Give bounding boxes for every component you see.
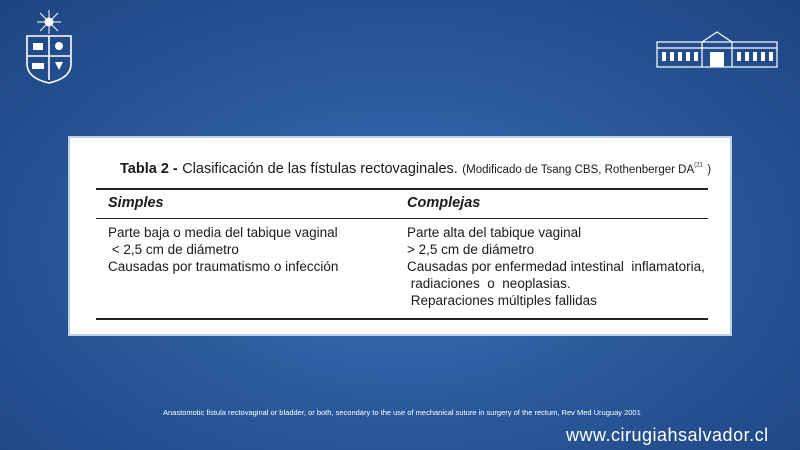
column-header-complejas: Complejas [407,195,481,211]
table-caption [120,160,711,178]
caption-label: Tabla 2 - [120,161,178,177]
complejas-cell: Reparaciones múltiples fallidas [407,293,597,308]
simples-cell: Causadas por traumatismo o infección [108,259,339,274]
caption-close: ) [707,164,712,176]
classification-table-card [68,136,732,336]
website-url: www.cirugiahsalvador.cl [566,425,769,445]
complejas-cell: radiaciones o neoplasias. [407,276,571,291]
reference-footnote: Anastomotic fistula rectovaginal or bladder, or both, secondary to the use of mechanical suture in surgery of the rectum, Rev Med Uruguay 2001 [163,408,641,417]
complejas-cell: Causadas por enfermedad intestinal inflamatoria, [407,259,705,274]
simples-cell: Parte baja o media del tabique vaginal [108,225,338,240]
hospital-building-logo [654,30,780,70]
complejas-cell: > 2,5 cm de diámetro [407,242,535,257]
caption-source: (Modificado de Tsang CBS, Rothenberger DA [462,164,695,176]
complejas-cell: Parte alta del tabique vaginal [407,225,582,240]
column-header-simples: Simples [108,195,164,211]
simples-cell: < 2,5 cm de diámetro [108,242,239,257]
crest-star-icon [37,10,61,34]
university-crest-logo [22,8,76,84]
table-header-rule [96,218,708,219]
table-bottom-rule [96,318,708,320]
table-top-rule [96,188,708,190]
caption-title: Clasificación de las fístulas rectovaginales. [182,161,458,177]
caption-reference: (21 [694,162,703,169]
